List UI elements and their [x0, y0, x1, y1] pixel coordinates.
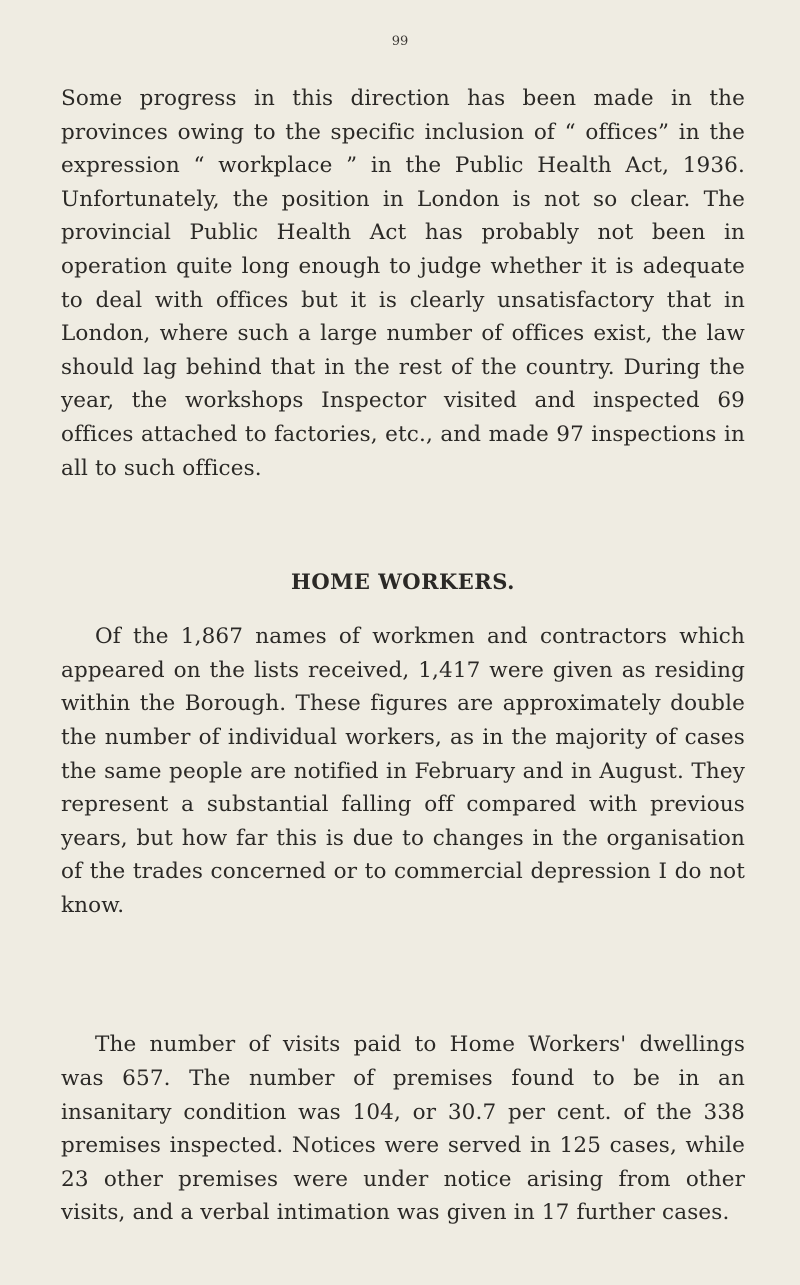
- page-content: [61, 82, 745, 1230]
- paragraph-offices: Some progress in this direction has been made in the provinces owing to the specific inclusion of “ offices” in the expression “ workplace ” in the Public Health Act, 1936. Unfortunately, the position in London is not so clear. The provincial Public Health Act has probably not been in operation quite long enough to judge whether it is adequate to deal with offices but it is clearly unsatisfactory that in London, where such a large number of offices exist, the law should lag behind that in the rest of the country. During the year, the workshops Inspector visited and inspected 69 offices attached to factories, etc., and made 97 inspections in all to such offices.: [61, 86, 745, 481]
- paragraph-home-workers-lists: Of the 1,867 names of workmen and contractors which appeared on the lists received, 1,417 were given as residing within the Borough. These figures are approximately double the number of individual workers, as in the majority of cases the same people are notified in February and in August. They represent a substantial falling off compared with previous years, but how far this is due to changes in the organisation of the trades concerned or to commercial depression I do not know.: [61, 624, 745, 918]
- section-heading-home-workers: HOME WORKERS.: [291, 569, 515, 595]
- paragraph-home-workers-visits: The number of visits paid to Home Workers' dwellings was 657. The number of premises found to be in an insanitary condition was 104, or 30.7 per cent. of the 338 premises inspected. Notices were served in 125 cases, while 23 other premises were under notice arising from other visits, and a verbal intimation was given in 17 further cases.: [61, 1032, 745, 1226]
- page-number: 99: [391, 34, 409, 49]
